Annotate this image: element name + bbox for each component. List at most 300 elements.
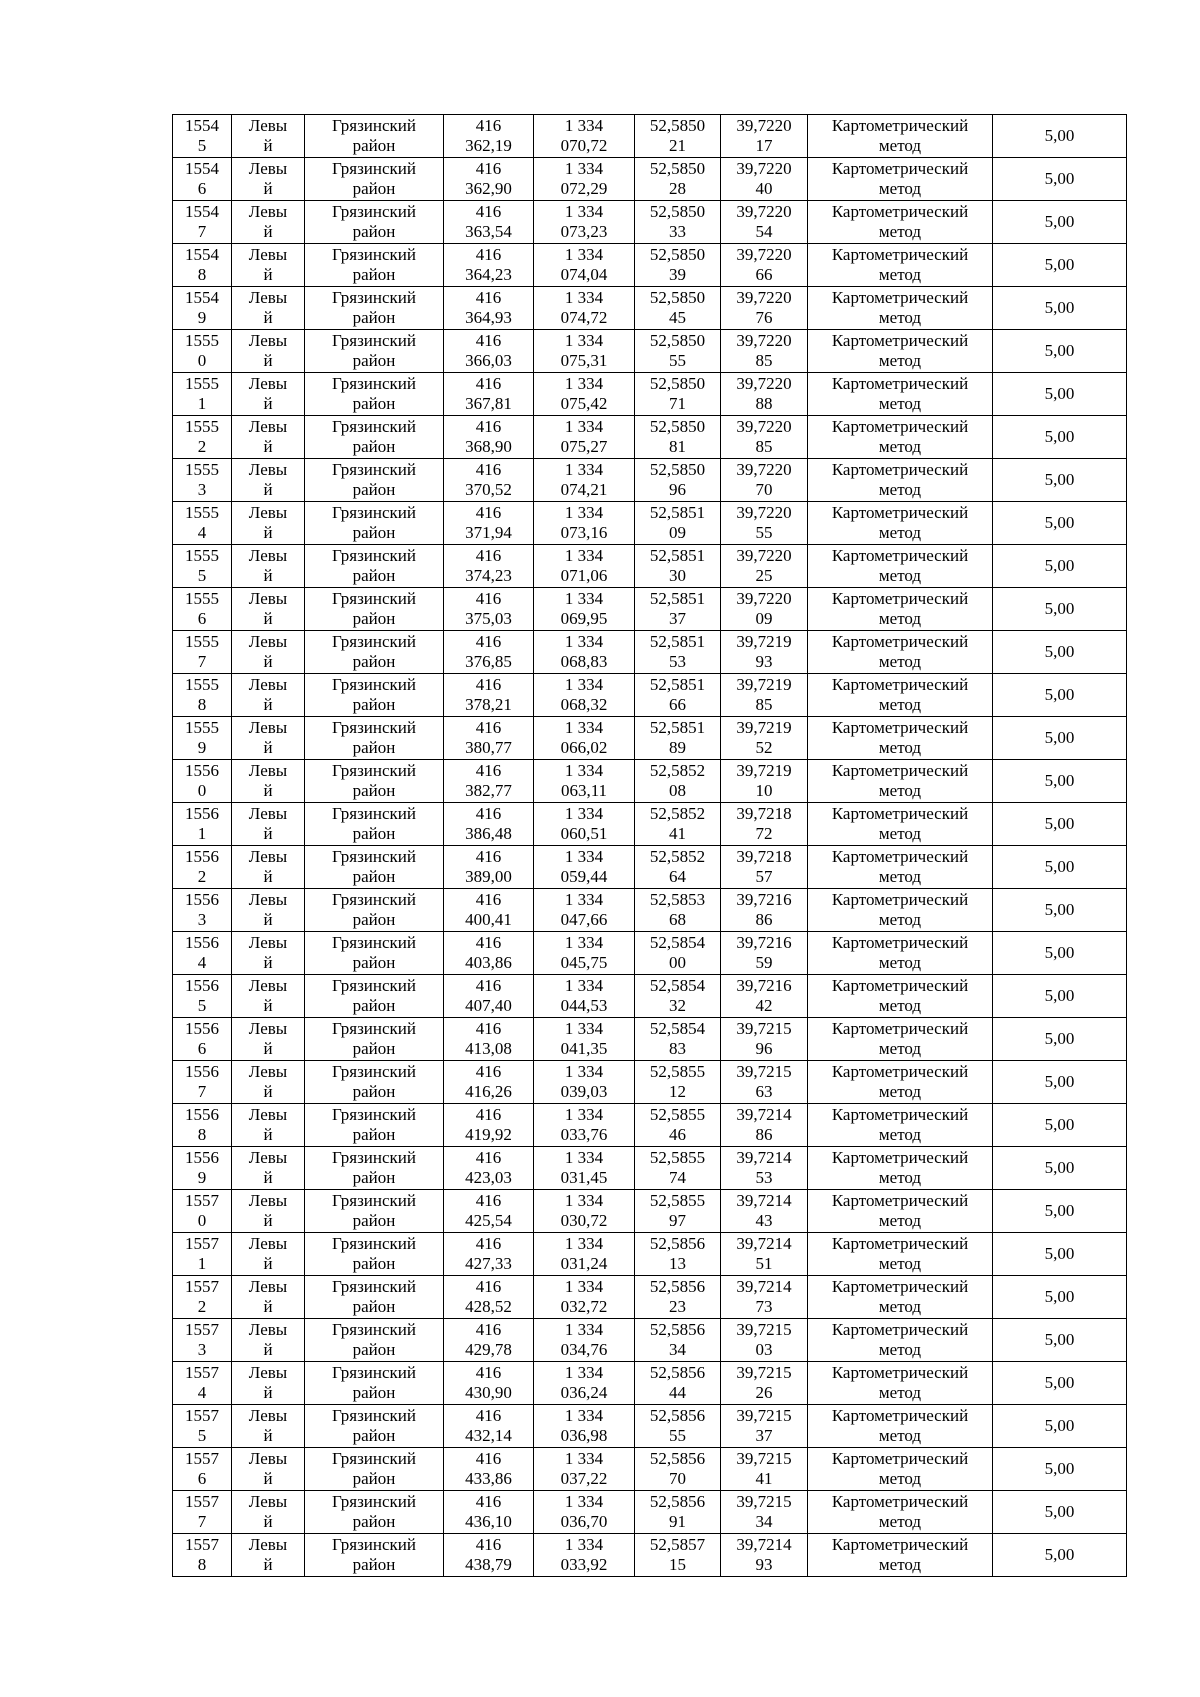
point-number-cell-text: 4 <box>197 953 207 972</box>
accuracy-cell-text: 5,00 <box>1044 1029 1075 1048</box>
latitude-cell-text: 52,5852 <box>649 804 706 823</box>
district-cell-text: район <box>352 265 396 284</box>
point-number-cell <box>173 115 232 158</box>
point-number-cell-text: 9 <box>197 738 207 757</box>
latitude-cell-text: 91 <box>669 1512 686 1531</box>
method-cell-text: метод <box>878 652 922 671</box>
longitude-cell-text: 40 <box>755 179 773 198</box>
x-coordinate-cell-text: 364,23 <box>465 265 512 284</box>
table-row <box>173 1448 1127 1491</box>
table-row <box>173 244 1127 287</box>
y-coordinate-cell-text: 1 334 <box>564 417 604 436</box>
table-row <box>173 287 1127 330</box>
y-coordinate-cell-text: 036,24 <box>560 1383 608 1402</box>
longitude-cell <box>721 588 808 631</box>
y-coordinate-cell-text: 1 334 <box>564 460 604 479</box>
x-coordinate-cell-text: 366,03 <box>465 351 512 370</box>
latitude-cell <box>635 1491 721 1534</box>
point-number-cell-text: 1556 <box>185 1019 219 1038</box>
bank-side-cell-text: й <box>263 953 273 972</box>
x-coordinate-cell <box>444 803 534 846</box>
method-cell <box>808 545 993 588</box>
longitude-cell <box>721 803 808 846</box>
method-cell <box>808 1104 993 1147</box>
district-cell-text: район <box>352 824 396 843</box>
x-coordinate-cell-text: 416 <box>475 1234 502 1253</box>
method-cell-text: Картометрический <box>831 1105 969 1124</box>
method-cell-text: Картометрический <box>831 632 969 651</box>
bank-side-cell-text: Левы <box>248 804 288 823</box>
latitude-cell-text: 64 <box>669 867 686 886</box>
longitude-cell-text: 86 <box>755 910 773 929</box>
point-number-cell <box>173 1147 232 1190</box>
point-number-cell <box>173 502 232 545</box>
district-cell <box>305 1276 444 1319</box>
accuracy-cell-text: 5,00 <box>1044 556 1075 575</box>
district-cell-text: район <box>352 1039 396 1058</box>
latitude-cell <box>635 1233 721 1276</box>
longitude-cell-text: 86 <box>755 1125 773 1144</box>
latitude-cell <box>635 760 721 803</box>
district-cell <box>305 1319 444 1362</box>
longitude-cell-text: 93 <box>755 652 773 671</box>
method-cell-text: метод <box>878 1426 922 1445</box>
district-cell <box>305 502 444 545</box>
latitude-cell-text: 68 <box>669 910 686 929</box>
latitude-cell <box>635 244 721 287</box>
x-coordinate-cell <box>444 846 534 889</box>
x-coordinate-cell-text: 416 <box>475 1363 502 1382</box>
latitude-cell-text: 70 <box>669 1469 686 1488</box>
method-cell-text: Картометрический <box>831 159 969 178</box>
latitude-cell-text: 08 <box>669 781 686 800</box>
point-number-cell-text: 1557 <box>185 1449 219 1468</box>
bank-side-cell <box>232 1362 305 1405</box>
y-coordinate-cell-text: 1 334 <box>564 1535 604 1554</box>
longitude-cell-text: 09 <box>755 609 773 628</box>
bank-side-cell-text: Левы <box>248 933 288 952</box>
latitude-cell-text: 52,5853 <box>649 890 706 909</box>
method-cell <box>808 846 993 889</box>
y-coordinate-cell-text: 1 334 <box>564 761 604 780</box>
latitude-cell-text: 09 <box>669 523 686 542</box>
longitude-cell-text: 70 <box>755 480 773 499</box>
bank-side-cell-text: й <box>263 695 273 714</box>
point-number-cell <box>173 717 232 760</box>
x-coordinate-cell-text: 416 <box>475 1105 502 1124</box>
method-cell-text: Картометрический <box>831 1449 969 1468</box>
method-cell-text: метод <box>878 1297 922 1316</box>
x-coordinate-cell-text: 428,52 <box>465 1297 512 1316</box>
district-cell-text: Грязинский <box>332 1105 416 1124</box>
latitude-cell <box>635 674 721 717</box>
point-number-cell-text: 1555 <box>185 374 219 393</box>
point-number-cell-text: 1556 <box>185 847 219 866</box>
y-coordinate-cell-text: 1 334 <box>564 890 604 909</box>
bank-side-cell-text: й <box>263 824 273 843</box>
accuracy-cell <box>993 201 1127 244</box>
latitude-cell-text: 45 <box>669 308 686 327</box>
longitude-cell-text: 39,7220 <box>736 546 792 565</box>
district-cell <box>305 760 444 803</box>
longitude-cell-text: 39,7218 <box>736 804 792 823</box>
longitude-cell-text: 96 <box>755 1039 773 1058</box>
table-row <box>173 1190 1127 1233</box>
longitude-cell-text: 39,7220 <box>736 589 792 608</box>
district-cell <box>305 932 444 975</box>
point-number-cell-text: 1555 <box>185 675 219 694</box>
longitude-cell-text: 34 <box>755 1512 773 1531</box>
method-cell-text: метод <box>878 738 922 757</box>
method-cell-text: метод <box>878 781 922 800</box>
y-coordinate-cell-text: 031,24 <box>560 1254 608 1273</box>
method-cell-text: метод <box>878 394 922 413</box>
latitude-cell-text: 52,5855 <box>649 1105 706 1124</box>
district-cell-text: Грязинский <box>332 1148 416 1167</box>
latitude-cell <box>635 1104 721 1147</box>
bank-side-cell <box>232 416 305 459</box>
accuracy-cell-text: 5,00 <box>1044 685 1075 704</box>
y-coordinate-cell-text: 037,22 <box>560 1469 608 1488</box>
longitude-cell <box>721 717 808 760</box>
longitude-cell-text: 39,7219 <box>736 761 792 780</box>
x-coordinate-cell-text: 430,90 <box>465 1383 512 1402</box>
district-cell <box>305 330 444 373</box>
table-row <box>173 846 1127 889</box>
district-cell <box>305 674 444 717</box>
point-number-cell-text: 3 <box>197 480 207 499</box>
longitude-cell <box>721 1448 808 1491</box>
x-coordinate-cell-text: 386,48 <box>465 824 512 843</box>
y-coordinate-cell-text: 071,06 <box>560 566 608 585</box>
y-coordinate-cell-text: 036,70 <box>560 1512 608 1531</box>
point-number-cell <box>173 1405 232 1448</box>
latitude-cell <box>635 932 721 975</box>
district-cell-text: Грязинский <box>332 847 416 866</box>
district-cell-text: Грязинский <box>332 417 416 436</box>
x-coordinate-cell-text: 416 <box>475 1320 502 1339</box>
bank-side-cell <box>232 1104 305 1147</box>
method-cell-text: метод <box>878 1168 922 1187</box>
bank-side-cell-text: Левы <box>248 546 288 565</box>
district-cell <box>305 287 444 330</box>
district-cell-text: район <box>352 523 396 542</box>
latitude-cell <box>635 330 721 373</box>
bank-side-cell <box>232 244 305 287</box>
x-coordinate-cell-text: 382,77 <box>465 781 512 800</box>
bank-side-cell <box>232 1319 305 1362</box>
y-coordinate-cell-text: 073,16 <box>560 523 608 542</box>
x-coordinate-cell <box>444 588 534 631</box>
table-row <box>173 760 1127 803</box>
district-cell-text: район <box>352 609 396 628</box>
table-row <box>173 674 1127 717</box>
y-coordinate-cell-text: 1 334 <box>564 1449 604 1468</box>
district-cell-text: район <box>352 738 396 757</box>
district-cell-text: Грязинский <box>332 288 416 307</box>
point-number-cell <box>173 158 232 201</box>
latitude-cell-text: 52,5851 <box>649 589 706 608</box>
bank-side-cell-text: Левы <box>248 331 288 350</box>
district-cell <box>305 1104 444 1147</box>
latitude-cell-text: 52,5851 <box>649 718 706 737</box>
district-cell <box>305 1061 444 1104</box>
latitude-cell-text: 52,5856 <box>649 1277 706 1296</box>
accuracy-cell-text: 5,00 <box>1044 1201 1075 1220</box>
district-cell <box>305 1362 444 1405</box>
longitude-cell-text: 26 <box>755 1383 773 1402</box>
latitude-cell-text: 53 <box>669 652 686 671</box>
point-number-cell-text: 9 <box>197 308 207 327</box>
x-coordinate-cell-text: 407,40 <box>465 996 512 1015</box>
bank-side-cell-text: й <box>263 222 273 241</box>
district-cell <box>305 373 444 416</box>
longitude-cell <box>721 502 808 545</box>
y-coordinate-cell <box>534 1147 635 1190</box>
y-coordinate-cell <box>534 502 635 545</box>
longitude-cell <box>721 330 808 373</box>
method-cell <box>808 717 993 760</box>
latitude-cell-text: 52,5856 <box>649 1320 706 1339</box>
table-row <box>173 1405 1127 1448</box>
x-coordinate-cell <box>444 244 534 287</box>
method-cell-text: метод <box>878 222 922 241</box>
bank-side-cell-text: Левы <box>248 116 288 135</box>
latitude-cell-text: 52,5850 <box>649 331 706 350</box>
bank-side-cell-text: Левы <box>248 503 288 522</box>
method-cell <box>808 760 993 803</box>
longitude-cell-text: 39,7220 <box>736 159 792 178</box>
point-number-cell <box>173 631 232 674</box>
accuracy-cell <box>993 975 1127 1018</box>
y-coordinate-cell-text: 1 334 <box>564 1148 604 1167</box>
district-cell-text: Грязинский <box>332 976 416 995</box>
y-coordinate-cell <box>534 1319 635 1362</box>
method-cell-text: Картометрический <box>831 933 969 952</box>
table-row <box>173 932 1127 975</box>
district-cell-text: район <box>352 351 396 370</box>
latitude-cell-text: 15 <box>669 1555 686 1574</box>
district-cell-text: Грязинский <box>332 503 416 522</box>
accuracy-cell <box>993 1276 1127 1319</box>
method-cell-text: Картометрический <box>831 847 969 866</box>
method-cell-text: Картометрический <box>831 890 969 909</box>
longitude-cell <box>721 201 808 244</box>
accuracy-cell <box>993 588 1127 631</box>
x-coordinate-cell <box>444 1405 534 1448</box>
table-row <box>173 1491 1127 1534</box>
y-coordinate-cell-text: 1 334 <box>564 288 604 307</box>
bank-side-cell-text: й <box>263 394 273 413</box>
district-cell <box>305 115 444 158</box>
point-number-cell-text: 1555 <box>185 589 219 608</box>
method-cell-text: Картометрический <box>831 331 969 350</box>
table-row <box>173 803 1127 846</box>
accuracy-cell <box>993 932 1127 975</box>
y-coordinate-cell-text: 1 334 <box>564 718 604 737</box>
point-number-cell-text: 1555 <box>185 718 219 737</box>
district-cell-text: Грязинский <box>332 804 416 823</box>
district-cell-text: Грязинский <box>332 1277 416 1296</box>
bank-side-cell-text: Левы <box>248 1191 288 1210</box>
table-row <box>173 975 1127 1018</box>
method-cell-text: Картометрический <box>831 1320 969 1339</box>
latitude-cell-text: 37 <box>669 609 686 628</box>
point-number-cell-text: 1556 <box>185 1105 219 1124</box>
district-cell-text: район <box>352 652 396 671</box>
bank-side-cell-text: й <box>263 1469 273 1488</box>
accuracy-cell-text: 5,00 <box>1044 857 1075 876</box>
accuracy-cell-text: 5,00 <box>1044 943 1075 962</box>
y-coordinate-cell-text: 041,35 <box>560 1039 608 1058</box>
method-cell-text: метод <box>878 1512 922 1531</box>
point-number-cell <box>173 1534 232 1577</box>
method-cell-text: метод <box>878 910 922 929</box>
accuracy-cell <box>993 1190 1127 1233</box>
x-coordinate-cell-text: 375,03 <box>465 609 512 628</box>
accuracy-cell <box>993 760 1127 803</box>
point-number-cell-text: 1557 <box>185 1320 219 1339</box>
accuracy-cell <box>993 846 1127 889</box>
x-coordinate-cell-text: 416 <box>475 503 502 522</box>
y-coordinate-cell <box>534 1448 635 1491</box>
longitude-cell-text: 72 <box>755 824 773 843</box>
point-number-cell-text: 8 <box>197 265 207 284</box>
point-number-cell-text: 1556 <box>185 976 219 995</box>
district-cell-text: район <box>352 1211 396 1230</box>
latitude-cell <box>635 201 721 244</box>
point-number-cell-text: 8 <box>197 1555 207 1574</box>
table-row <box>173 1362 1127 1405</box>
point-number-cell-text: 1556 <box>185 1148 219 1167</box>
x-coordinate-cell-text: 416 <box>475 546 502 565</box>
y-coordinate-cell-text: 075,42 <box>560 394 608 413</box>
district-cell-text: район <box>352 910 396 929</box>
bank-side-cell-text: й <box>263 996 273 1015</box>
bank-side-cell-text: Левы <box>248 1148 288 1167</box>
y-coordinate-cell <box>534 330 635 373</box>
x-coordinate-cell-text: 364,93 <box>465 308 512 327</box>
y-coordinate-cell <box>534 674 635 717</box>
bank-side-cell-text: й <box>263 1383 273 1402</box>
bank-side-cell-text: й <box>263 308 273 327</box>
y-coordinate-cell-text: 1 334 <box>564 1019 604 1038</box>
longitude-cell-text: 85 <box>755 695 773 714</box>
bank-side-cell-text: Левы <box>248 1406 288 1425</box>
accuracy-cell-text: 5,00 <box>1044 470 1075 489</box>
longitude-cell <box>721 889 808 932</box>
district-cell <box>305 1448 444 1491</box>
table-row <box>173 1276 1127 1319</box>
latitude-cell-text: 12 <box>669 1082 686 1101</box>
y-coordinate-cell <box>534 1362 635 1405</box>
district-cell-text: район <box>352 1082 396 1101</box>
method-cell-text: метод <box>878 480 922 499</box>
point-number-cell-text: 1557 <box>185 1363 219 1382</box>
longitude-cell <box>721 932 808 975</box>
y-coordinate-cell <box>534 1190 635 1233</box>
method-cell-text: Картометрический <box>831 288 969 307</box>
point-number-cell-text: 8 <box>197 695 207 714</box>
y-coordinate-cell-text: 1 334 <box>564 1492 604 1511</box>
y-coordinate-cell <box>534 846 635 889</box>
x-coordinate-cell-text: 416 <box>475 1019 502 1038</box>
accuracy-cell-text: 5,00 <box>1044 255 1075 274</box>
method-cell <box>808 158 993 201</box>
y-coordinate-cell-text: 1 334 <box>564 976 604 995</box>
district-cell-text: Грязинский <box>332 933 416 952</box>
method-cell-text: Картометрический <box>831 1406 969 1425</box>
x-coordinate-cell-text: 403,86 <box>465 953 512 972</box>
longitude-cell-text: 39,7220 <box>736 116 792 135</box>
district-cell-text: район <box>352 394 396 413</box>
y-coordinate-cell <box>534 115 635 158</box>
accuracy-cell <box>993 1448 1127 1491</box>
latitude-cell-text: 52,5856 <box>649 1363 706 1382</box>
point-number-cell-text: 1556 <box>185 1062 219 1081</box>
point-number-cell <box>173 1233 232 1276</box>
accuracy-cell <box>993 1233 1127 1276</box>
x-coordinate-cell-text: 416 <box>475 116 502 135</box>
bank-side-cell-text: й <box>263 1168 273 1187</box>
bank-side-cell-text: Левы <box>248 1105 288 1124</box>
longitude-cell-text: 39,7215 <box>736 1406 792 1425</box>
method-cell <box>808 1405 993 1448</box>
district-cell-text: район <box>352 566 396 585</box>
longitude-cell-text: 39,7220 <box>736 288 792 307</box>
table-row <box>173 588 1127 631</box>
accuracy-cell-text: 5,00 <box>1044 599 1075 618</box>
x-coordinate-cell <box>444 1534 534 1577</box>
longitude-cell-text: 39,7214 <box>736 1191 792 1210</box>
bank-side-cell <box>232 1018 305 1061</box>
district-cell-text: Грязинский <box>332 718 416 737</box>
method-cell-text: метод <box>878 1039 922 1058</box>
method-cell-text: метод <box>878 1383 922 1402</box>
x-coordinate-cell-text: 416 <box>475 933 502 952</box>
district-cell-text: Грязинский <box>332 761 416 780</box>
coordinates-table <box>172 114 1127 1577</box>
x-coordinate-cell <box>444 1276 534 1319</box>
x-coordinate-cell <box>444 1018 534 1061</box>
table-row <box>173 1018 1127 1061</box>
point-number-cell <box>173 459 232 502</box>
method-cell <box>808 1061 993 1104</box>
y-coordinate-cell <box>534 1405 635 1448</box>
method-cell-text: метод <box>878 1340 922 1359</box>
district-cell <box>305 1491 444 1534</box>
y-coordinate-cell <box>534 459 635 502</box>
y-coordinate-cell-text: 075,27 <box>560 437 608 456</box>
method-cell-text: Картометрический <box>831 976 969 995</box>
latitude-cell <box>635 287 721 330</box>
longitude-cell <box>721 1319 808 1362</box>
x-coordinate-cell <box>444 1061 534 1104</box>
method-cell-text: Картометрический <box>831 1191 969 1210</box>
method-cell-text: Картометрический <box>831 1363 969 1382</box>
accuracy-cell-text: 5,00 <box>1044 298 1075 317</box>
y-coordinate-cell-text: 1 334 <box>564 546 604 565</box>
point-number-cell-text: 6 <box>197 1469 207 1488</box>
bank-side-cell-text: Левы <box>248 1019 288 1038</box>
longitude-cell-text: 53 <box>755 1168 773 1187</box>
point-number-cell-text: 1557 <box>185 1277 219 1296</box>
bank-side-cell-text: Левы <box>248 245 288 264</box>
point-number-cell-text: 1555 <box>185 503 219 522</box>
longitude-cell-text: 39,7214 <box>736 1277 792 1296</box>
method-cell <box>808 1233 993 1276</box>
method-cell-text: Картометрический <box>831 1535 969 1554</box>
